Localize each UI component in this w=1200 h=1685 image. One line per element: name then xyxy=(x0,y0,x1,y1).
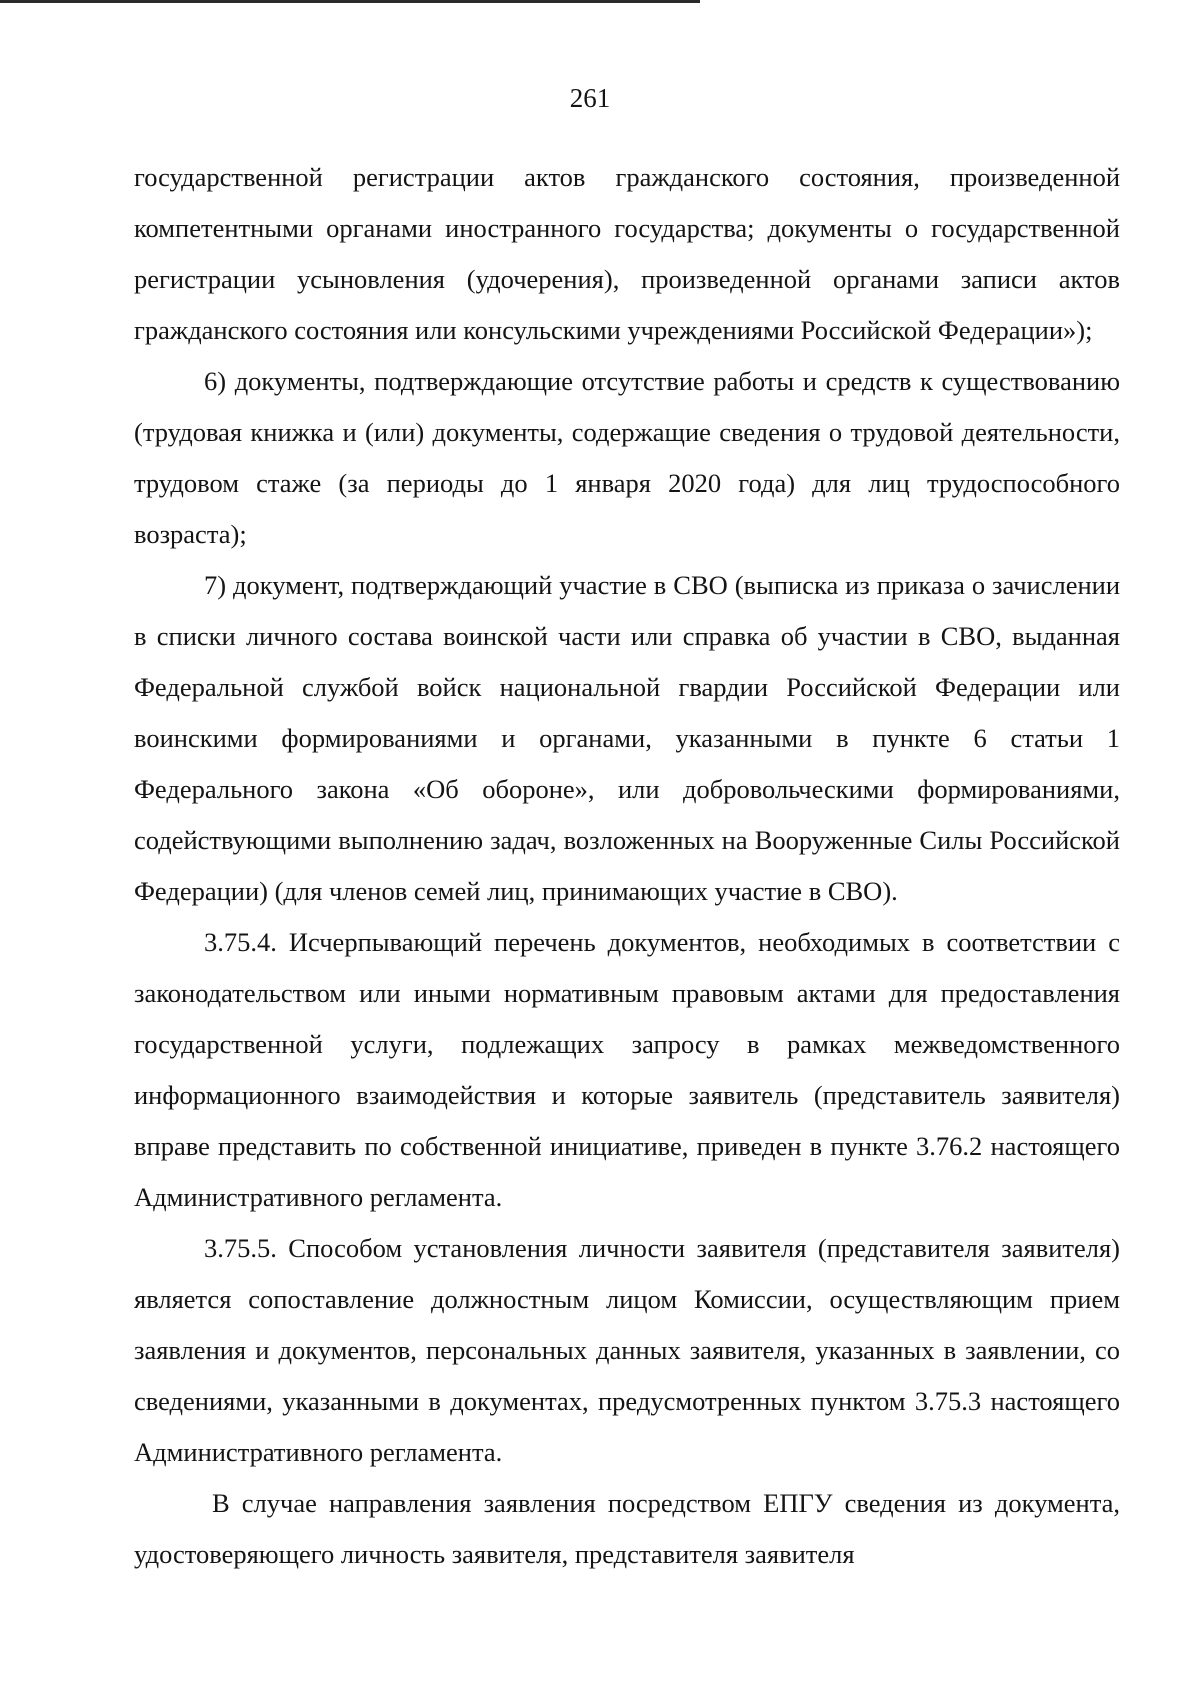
paragraph-item-7: 7) документ, подтверждающий участие в СВО (выписка из приказа о зачислении в списки личного состава воинской части или справка об участии в СВО, выданная Федеральной службой войск национальной гвардии Российской Федерации или воинскими формированиями и органами, указанными в пункте 6 статьи 1 Федерального закона «Об обороне», или добровольческими формированиями, содействующими выполнению задач, возложенных на Вооруженные Силы Российской Федерации) (для членов семей лиц, принимающих участие в СВО). xyxy=(134,570,1120,906)
paragraph-3-75-4: 3.75.4. Исчерпывающий перечень документов, необходимых в соответствии с законодательством или иными нормативным правовым актами для предоставления государственной услуги, подлежащих запросу в рамках межведомственного информационного взаимодействия и которые заявитель (представитель заявителя) вправе представить по собственной инициативе, приведен в пункте 3.76.2 настоящего Административного регламента. xyxy=(134,927,1120,1212)
scan-top-edge xyxy=(0,0,700,3)
paragraph-item-6: 6) документы, подтверждающие отсутствие работы и средств к существованию (трудовая книжка и (или) документы, содержащие сведения о трудовой деятельности, трудовом стаже (за периоды до 1 января 2020 года) для лиц трудоспособного возраста); xyxy=(134,366,1120,549)
document-body xyxy=(134,152,1120,1580)
page-number: 261 xyxy=(569,83,611,113)
paragraph-continuation: государственной регистрации актов гражданского состояния, произведенной компетентными органами иностранного государства; документы о государственной регистрации усыновления (удочерения), произведенной органами записи актов гражданского состояния или консульскими учреждениями Российской Федерации»); xyxy=(134,162,1120,345)
paragraph-3-75-5: 3.75.5. Способом установления личности заявителя (представителя заявителя) является сопоставление должностным лицом Комиссии, осуществляющим прием заявления и документов, персональных данных заявителя, указанных в заявлении, со сведениями, указанными в документах, предусмотренных пунктом 3.75.3 настоящего Административного регламента. xyxy=(134,1233,1120,1467)
paragraph-epgu: В случае направления заявления посредством ЕПГУ сведения из документа, удостоверяющего личность заявителя, представителя заявителя xyxy=(134,1488,1120,1569)
